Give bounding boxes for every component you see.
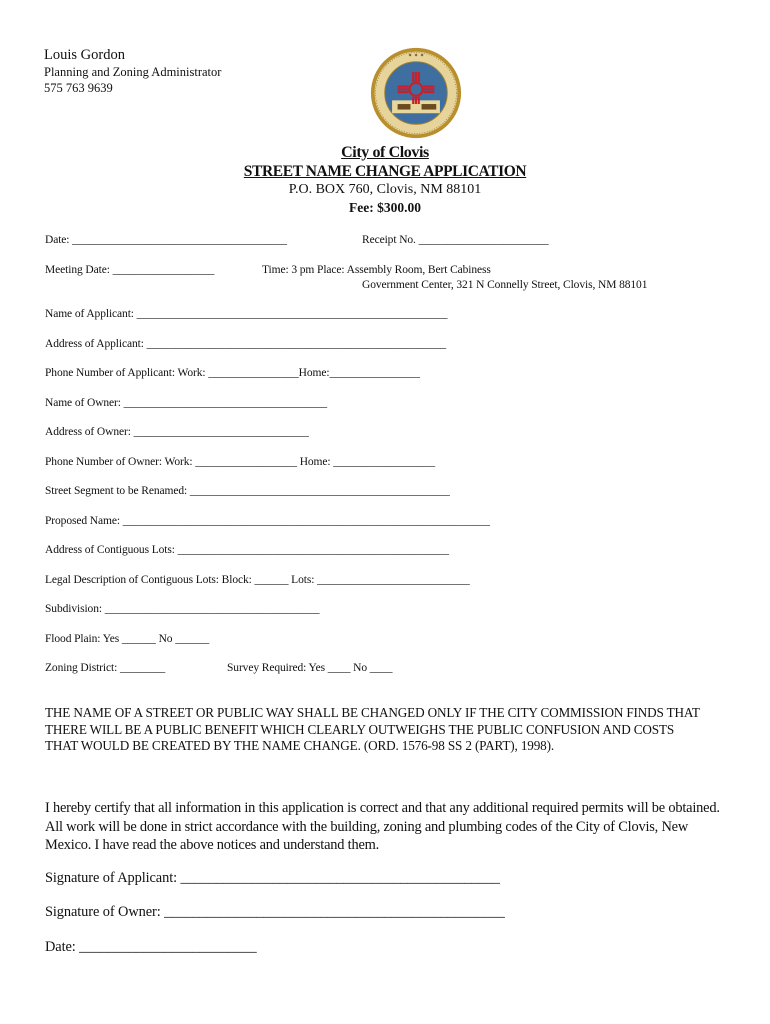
contiguous-lots-address-field[interactable]: Address of Contiguous Lots: ________________________________________________ [45, 544, 449, 556]
signature-date-field[interactable]: Date: _________________________ [45, 939, 257, 955]
receipt-number-field[interactable]: Receipt No. _______________________ [362, 234, 549, 246]
city-title: City of Clovis [341, 144, 429, 161]
applicant-address-field[interactable]: Address of Applicant: _____________________________________________________ [45, 338, 447, 350]
meeting-time-place: Time: 3 pm Place: Assembly Room, Bert Cabiness [262, 264, 491, 276]
form-title: STREET NAME CHANGE APPLICATION [243, 163, 527, 180]
flood-plain-field[interactable]: Flood Plain: Yes ______ No ______ [45, 633, 210, 645]
fee-label: Fee: $300.00 [349, 200, 421, 215]
contact-phone: 575 763 9639 [44, 81, 113, 95]
meeting-place-line2: Government Center, 321 N Connelly Street, Clovis, NM 88101 [362, 279, 648, 291]
mailing-address: P.O. BOX 760, Clovis, NM 88101 [288, 182, 482, 197]
owner-name-field[interactable]: Name of Owner: ____________________________________ [45, 397, 328, 409]
zoning-district-field[interactable]: Zoning District: ________ [45, 662, 166, 674]
owner-signature-field[interactable]: Signature of Owner: ________________________________________________ [45, 904, 505, 920]
survey-required-field[interactable]: Survey Required: Yes ____ No ____ [227, 662, 393, 674]
contact-block [44, 46, 221, 96]
subdivision-field[interactable]: Subdivision: ______________________________________ [45, 603, 320, 615]
meeting-date-field[interactable]: Meeting Date: __________________ [45, 264, 215, 276]
applicant-phone-field[interactable]: Phone Number of Applicant: Work: ________________Home:________________ [45, 367, 420, 379]
contact-title: Planning and Zoning Administrator [44, 65, 222, 79]
street-segment-field[interactable]: Street Segment to be Renamed: ______________________________________________ [45, 485, 450, 497]
contact-name: Louis Gordon [44, 47, 125, 63]
city-seal-icon [370, 47, 462, 139]
owner-phone-field[interactable]: Phone Number of Owner: Work: __________________ Home: __________________ [45, 456, 435, 468]
legal-description-field[interactable]: Legal Description of Contiguous Lots: Block: ______ Lots: ___________________________ [45, 574, 470, 586]
date-field[interactable]: Date: ______________________________________ [45, 234, 287, 246]
owner-address-field[interactable]: Address of Owner: _______________________________ [45, 426, 309, 438]
applicant-name-field[interactable]: Name of Applicant: _______________________________________________________ [45, 308, 448, 320]
certification-statement: I hereby certify that all information in this application is correct and that any additional required permits will be obtained. All work will be done in strict accordance with the building, zoning and plumbing codes of the City of Clovis, New Mexico. I have read the above notices and understand them. [45, 800, 720, 853]
title-block [0, 143, 770, 216]
ordinance-notice: THE NAME OF A STREET OR PUBLIC WAY SHALL BE CHANGED ONLY IF THE CITY COMMISSION FINDS THAT THERE WILL BE A PUBLIC BENEFIT WHICH CLEARLY OUTWEIGHS THE PUBLIC CONFUSION AND COSTS THAT WOULD BE CREATED BY THE NAME CHANGE. (ORD. 1576-98 SS 2 (PART), 1998). [45, 705, 700, 753]
proposed-name-field[interactable]: Proposed Name: _________________________________________________________________ [45, 515, 490, 527]
applicant-signature-field[interactable]: Signature of Applicant: _____________________________________________ [45, 870, 500, 886]
svg-text:✦ ✦ ✦: ✦ ✦ ✦ [407, 53, 425, 60]
